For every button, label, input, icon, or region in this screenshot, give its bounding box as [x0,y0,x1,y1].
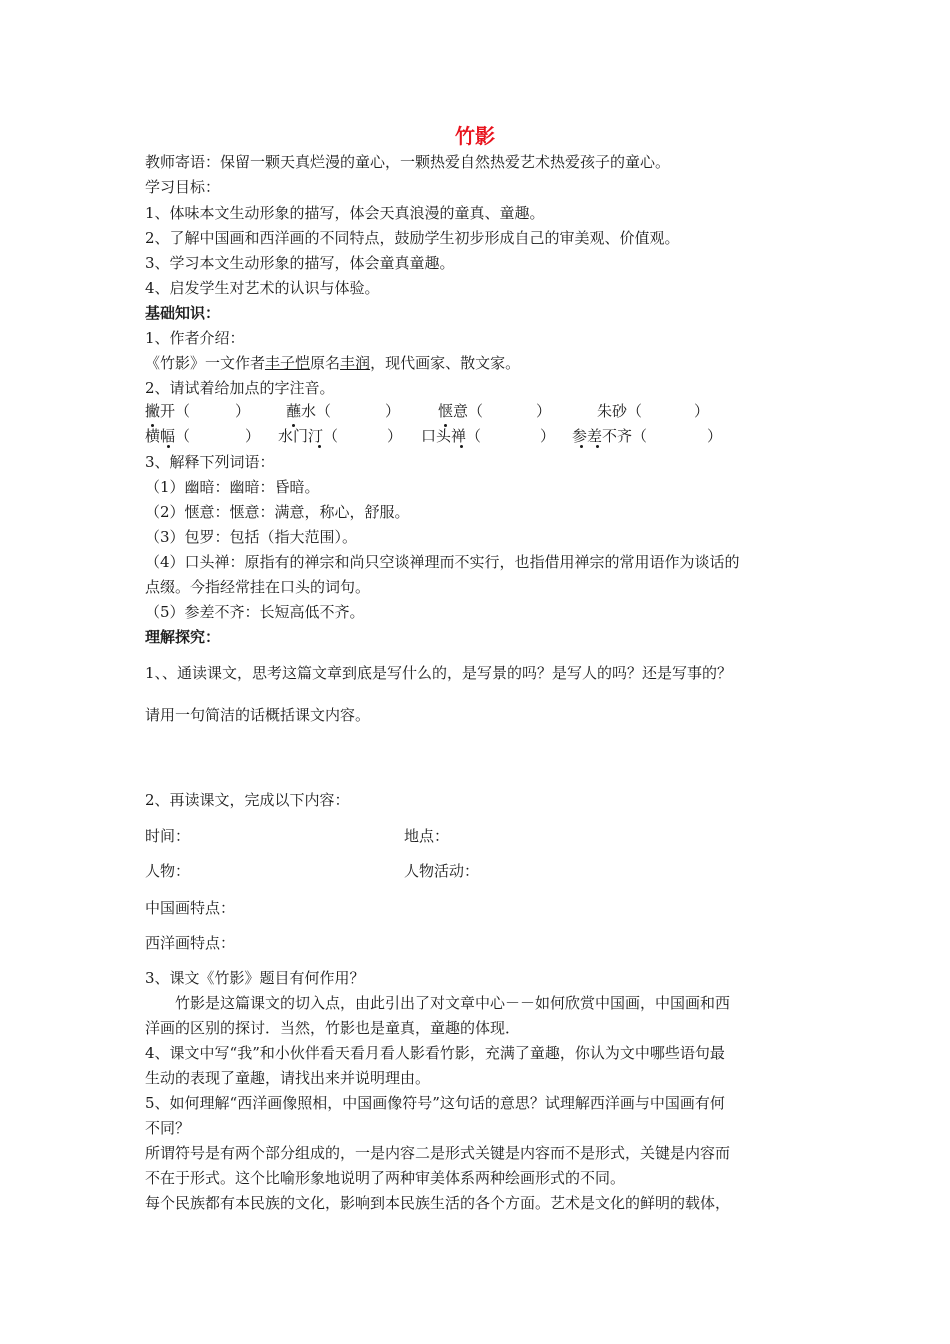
question-2: 2、再读课文，完成以下内容： [145,791,350,809]
pinyin-item: 水门汀（ [278,427,339,445]
question-1: 1、、通读课文，思考这篇文章到底是写什么的，是写景的吗？是写人的吗？还是写事的？ [145,664,733,682]
author-post: ，现代画家、散文家。 [370,354,521,372]
pinyin-close: ） [694,402,710,420]
emphasis-dot [460,445,463,448]
word-item: （1）幽暗：幽暗：昏暗。 [145,478,320,496]
pinyin-item: 口头禅（ [421,427,482,445]
pinyin-item: 惬意（ [438,402,484,420]
pinyin-item: 横幅（ [145,427,191,445]
goal-item: 2、了解中国画和西洋画的不同特点，鼓励学生初步形成自己的审美观、价值观。 [145,229,680,247]
teacher-note: 教师寄语：保留一颗天真烂漫的童心，一颗热爱自然热爱艺术热爱孩子的童心。 [145,153,671,171]
author-pre: 《竹影》一文作者 [145,354,266,372]
pinyin-item: 撇开（ [145,402,191,420]
author-line [145,353,520,373]
pinyin-label: 2、请试着给加点的字注音。 [145,379,335,397]
field-chinese-painting: 中国画特点： [145,899,236,917]
goal-item: 4、启发学生对艺术的认识与体验。 [145,279,380,297]
pinyin-close: ） [387,427,403,445]
word-item: （4）口头禅：原指有的禅宗和尚只空谈禅理而不实行，也指借用禅宗的常用语作为谈话的 [145,553,740,571]
question-4: 生动的表现了童趣，请找出来并说明理由。 [145,1069,431,1087]
goal-item: 3、学习本文生动形象的描写，体会童真童趣。 [145,254,455,272]
emphasis-dot [167,445,170,448]
question-3: 3、课文《竹影》题目有何作用？ [145,969,365,987]
question-1-sub: 请用一句简洁的话概括课文内容。 [145,706,371,724]
word-item: （2）惬意：惬意：满意，称心，舒服。 [145,503,410,521]
answer-5: 所谓符号是有两个部分组成的，一是内容二是形式关键是内容而不是形式，关键是内容而 [145,1144,731,1162]
author-mid: 原名 [310,354,341,372]
question-5: 5、如何理解“西洋画像照相，中国画像符号”这句话的意思？试理解西洋画与中国画有何 [145,1094,725,1112]
question-4: 4、课文中写“我”和小伙伴看天看月看人影看竹影，充满了童趣，你认为文中哪些语句最 [145,1044,725,1062]
field-people: 人物： [145,862,191,880]
answer-5: 不在于形式。这个比喻形象地说明了两种审美体系两种绘画形式的不同。 [145,1169,626,1187]
author-name: 丰子恺 [265,354,311,372]
goal-item: 1、体味本文生动形象的描写，体会天真浪漫的童真、童趣。 [145,204,545,222]
field-time: 时间： [145,827,191,845]
emphasis-dot [580,445,583,448]
page-title: 竹影 [455,124,495,148]
pinyin-close: ） [540,427,556,445]
author-orig-name: 丰润 [340,354,371,372]
basics-heading: 基础知识： [145,304,221,322]
field-western-painting: 西洋画特点： [145,934,236,952]
pinyin-close: ） [536,402,552,420]
field-activity: 人物活动： [404,862,480,880]
pinyin-item: 蘸水（ [286,402,332,420]
pinyin-item: 朱砂（ [597,402,643,420]
question-5: 不同？ [145,1119,191,1137]
answer-3: 竹影是这篇课文的切入点，由此引出了对文章中心－－如何欣赏中国画，中国画和西 [175,994,731,1012]
word-item: 点缀。今指经常挂在口头的词句。 [145,578,371,596]
emphasis-dot [318,445,321,448]
answer-3: 洋画的区别的探讨．当然，竹影也是童真，童趣的体现． [145,1019,521,1037]
goals-heading: 学习目标： [145,178,221,196]
field-place: 地点： [404,827,450,845]
pinyin-item: 参差不齐（ [572,427,648,445]
word-item: （3）包罗：包括（指大范围）。 [145,528,358,546]
answer-5: 每个民族都有本民族的文化，影响到本民族生活的各个方面。艺术是文化的鲜明的载体， [145,1194,731,1212]
words-label: 3、解释下列词语： [145,453,275,471]
pinyin-close: ） [385,402,401,420]
pinyin-close: ） [235,402,251,420]
emphasis-dot [596,445,599,448]
pinyin-close: ） [707,427,723,445]
author-label: 1、作者介绍： [145,329,245,347]
word-item: （5）参差不齐：长短高低不齐。 [145,603,365,621]
explore-heading: 理解探究： [145,628,221,646]
pinyin-close: ） [245,427,261,445]
